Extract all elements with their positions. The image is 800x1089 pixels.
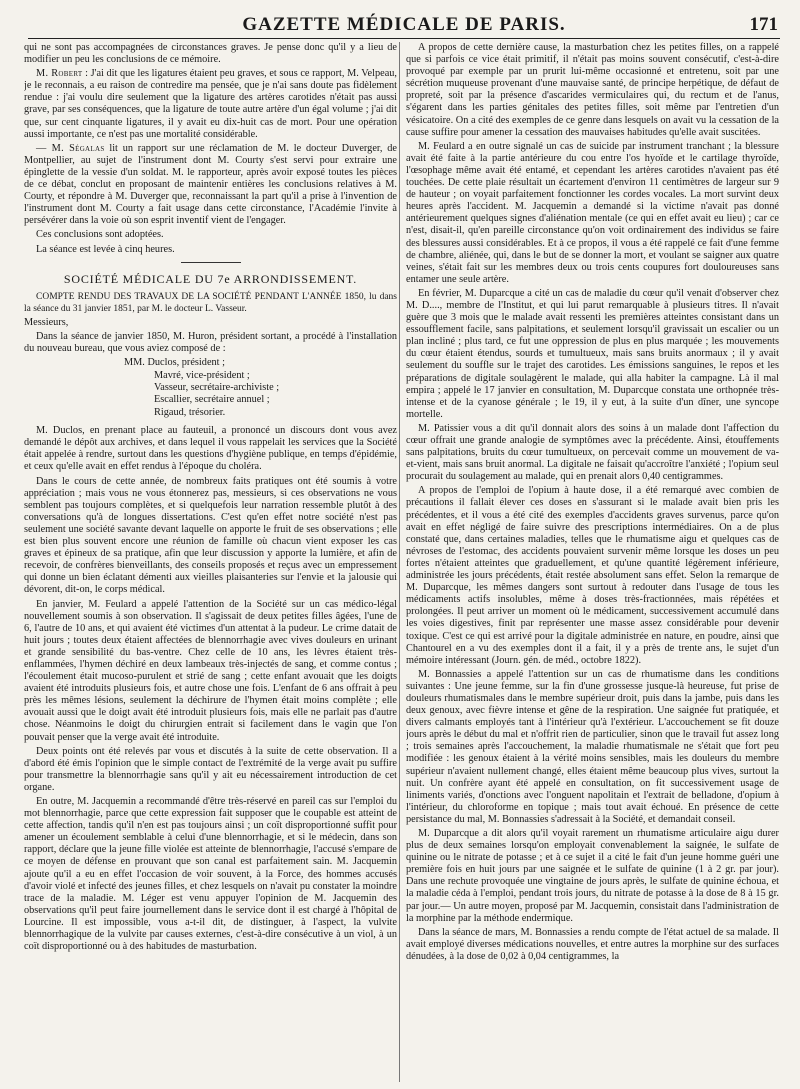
paragraph: qui ne sont pas accompagnées de circonstances graves. Je pense donc qu'il y a lieu de modifier un peu les conclusions de ce mémoire. (24, 42, 397, 66)
column-divider (399, 42, 400, 1082)
paragraph: La séance est levée à cinq heures. (36, 243, 175, 255)
officer-entry: Vasseur, secrétaire-archiviste ; (154, 381, 280, 393)
officers-list (124, 357, 397, 419)
paragraph: A propos de l'emploi de l'opium à haute dose, il a été remarqué avec combien de précautions il fallait élever ces doses en s'assurant si le malade avait bien pris les précédentes, et il vous a été cité des exemples d'accidents graves survenus, parce qu'on avait en effet négligé de faire suivre des prescriptions intermédiaires. On a de plus constaté que, dans certaines maladies, telles que le rhumatisme aigu et quelques cas de névroses de l'estomac, des accidents pouvaient survenir même lorsque les doses un peu fortes n'étaient atteintes que graduellement, et qu'une quantité légèrement inférieure, administrée les jours précédents, était restée absolument sans effet. Selon la remarque de M. Duparcque, les mêmes dangers sont surtout à redouter dans l'usage de tous les médicaments actifs insolubles, même à doses très-fractionnées, mais répétées et prolongées. Il peut arriver un moment où le médicament, successivement accumulé dans les voies digestives, finit par représenter une masse assez considérable pour devenir toxique. C'est ce qui est arrivé pour la digitale administrée en nature, en poudre, ainsi que Chantourel en a vu des exemples dont il a fait, il y a près de trente ans, le sujet d'un mémoire intéressant (Journ. gén. de méd., octobre 1822). (406, 485, 779, 666)
left-column (24, 42, 397, 1082)
speaker-name: — M. Ségalas (36, 142, 105, 154)
paragraph: M. Patissier vous a dit qu'il donnait alors des soins à un malade dont l'affection du cœur offrait une grande analogie de symptômes avec la précédente. Ainsi, étouffements sans palpitations, bruits du cœur tumultueux, on percevait comme un mouvement de va-et-vient, mais sans bruit anormal. La digitale ne faisait qu'accroître l'anxiété ; l'opium seul procurait du soulagement au malade, qui en prenait alors 0,40 centigrammes. (406, 422, 779, 483)
officer-entry: Mavré, vice-président ; (154, 369, 250, 381)
journal-title: GAZETTE MÉDICALE DE PARIS. (242, 14, 566, 35)
paragraph: Deux points ont été relevés par vous et discutés à la suite de cette observation. Il a d'abord été émis l'opinion que le simple contact de l'extrémité de la verge avait pu suffire pour transmettre la blennorrhagie sans qu'il y ait eu nécessairement introduction de cet organe. (24, 745, 397, 793)
paragraph (24, 143, 397, 228)
paragraph-text: : J'ai dit que les ligatures étaient peu graves, et sous ce rapport, M. Velpeau, je le reconnais, a eu raison de contredire ma pensée, que je n'ai sans doute pas fidèlement rendue : j'ai voulu dire seulement que la ligature des artères carotides n'était pas aussi grave, par ses conséquences, que la ligature de toute autre artère d'un égal volume ; j'ai dit que, sur cent cinquante ligatures, il y avait eu dix-huit cas de mort. Pour une opération aussi importante, ce n'est pas une mortalité considérable. (24, 68, 397, 140)
paragraph: A propos de cette dernière cause, la masturbation chez les petites filles, on a rappelé que si parfois ce vice était primitif, il n'était pas moins souvent consécutif, c'est-à-dire provoqué par exemple par un prurit lui-même occasionné et entretenu, soit par une sécrétion muqueuse provenant d'une mauvaise santé, de principe herpétique, de défaut de propreté, soit par la présence d'ascarides vermiculaires qui, du rectum et de l'anus, s'égarent dans les parties génitales des petites filles, soit même par l'entretien d'un vésicatoire. On a cité des exemples de ce genre dans lesquels on avait vu la cessation de la cause suffire pour amener la cessation des mauvaises habitudes qu'elle avait suscitées. (406, 42, 779, 138)
officer-entry: MM. Duclos, président ; (124, 357, 225, 369)
paragraph: Dans le cours de cette année, de nombreux faits pratiques ont été soumis à votre appréciation ; mais vous ne vous étonnerez pas, messieurs, si ces observations ne vous semblent pas toujours complètes, et si quelquefois leur narration ressemble plutôt à des conversations qu'à de longues dissertations. C'est qu'en effet notre société n'est pas seulement une société savante devant laquelle on apporte le fruit de ses observations ; elle est bien plus souvent encore une réunion de famille où chacun vient exposer les cas graves et épineux de sa pratique, afin que leur discussion y apporte la lumière, et afin de recevoir, de confrères bienveillants, des conseils proposés et reçus avec un empressement qui donne un bien éclatant démenti aux vieilles plaisanteries sur l'envie et la jalousie qui dévorent, dit-on, le corps médical. (24, 475, 397, 596)
paragraph: M. Bonnassies a appelé l'attention sur un cas de rhumatisme dans les conditions suivantes : Une jeune femme, sur la fin d'une grossesse jusque-là heureuse, fut prise de douleurs rhumatismales dans le membre supérieur droit, puis dans la jambe, puis dans les deux genoux, avec fièvre intense et gêne de la respiration. Une saignée fut pratiquée, et divers calmants employés tant à l'intérieur qu'à l'extérieur. L'accouchement se fit douze jours après le début du mal et n'offrit rien de particulier, sinon que le travail fut assez long ; trois semaines après l'accouchement, la maladie rhumatismale ne s'était que fort peu modifiée : les genoux étaient à la vérité moins sensibles, mais les douleurs du membre supérieur n'avaient nullement changé, elles étaient même beaucoup plus vives, surtout la nuit. Un confrère ayant été appelé en consultation, on fit successivement usage de liniments variés, d'onctions avec l'onguent napolitain et l'extrait de belladone, d'opium à l'intérieur, du chloroforme en topique ; mais tout avait échoué. En présence de cette persistance du mal, M. Bonnassies s'adressait à la Société, et demandait conseil. (406, 668, 779, 825)
paragraph: Dans la séance de janvier 1850, M. Huron, président sortant, a procédé à l'installation du nouveau bureau, que vous aviez composé de : (24, 330, 397, 355)
report-heading: COMPTE RENDU DES TRAVAUX DE LA SOCIÉTÉ PENDANT L'ANNÉE 1850, lu dans la séance du 31 janvier 1851, par M. le docteur L. Vasseur. (24, 291, 397, 314)
paragraph: Ces conclusions sont adoptées. (36, 229, 164, 241)
officer-entry: Rigaud, trésorier. (154, 406, 226, 418)
paragraph: En janvier, M. Feulard a appelé l'attention de la Société sur un cas médico-légal nouvellement soumis à son observation. Il s'agissait de deux petites filles âgées, l'une de 6, l'autre de 10 ans, et qui avaient été victimes d'un attentat à la pudeur. Le crime datait de huit jours ; toutes deux étaient affectées de blennorrhagie avec vives douleurs en urinant et grande sensibilité du bas-ventre. Chez celle de 10 ans, les lèvres étaient très-enflammées, l'hymen déchiré en deux lambeaux très-injectés de sang, et comme contus ; l'écoulement était mucoso-purulent et strié de sang ; cette enfant avouait que les doigts avaient été introduits plusieurs fois, et autre chose une fois. L'enfant de 6 ans offrait à peu près les mêmes lésions, seulement la déchirure de l'hymen était moins complète ; elle avouait aussi que le doigt avait été introduit plusieurs fois, mais elle ne parlait pas d'autre chose. Néanmoins le doigt du chirurgien entrait si facilement dans le vagin que l'on pouvait penser que la verge avait été introduite. (24, 598, 397, 743)
salutation: Messieurs, (24, 316, 69, 328)
paragraph: Dans la séance de mars, M. Bonnassies a rendu compte de l'état actuel de sa malade. Il avait employé diverses médications nouvelles, et entre autres la morphine sur des surfaces dénudées, à la dose de 0,02 à 0,04 centigrammes, la (406, 926, 779, 962)
paragraph: En outre, M. Jacquemin a recommandé d'être très-réservé en pareil cas sur l'emploi du mot blennorrhagie, parce que cette expression fait supposer que le coupable est atteint de cette affection, tandis qu'il n'en est pas toujours ainsi ; un coït disproportionné suffit pour amener un écoulement semblable à celui d'une blennorrhagie, et si le médecin, dans son rapport, déclare que la jeune fille violée est atteinte de blennorrhagie, l'accusé s'empare de ce moyen de défense en prouvant que son canal est parfaitement sain. M. Jacquemin ajoute qu'il a eu en effet l'occasion de voir souvent, à la Force, des hommes accusés d'avoir violé et infecté des jeunes filles, et chez lesquels on n'avait pu constater la moindre trace de la maladie. M. Léger est venu appuyer l'opinion de M. Jacquemin des observations qu'il peut faire journellement dans le service dont il est chargé à l'hôpital de Lourcine. Il est impossible, vous a-t-il dit, de distinguer, à l'aspect, la vulvite blennorrhagique de la vulvite par causes externes, c'est-à-dire consécutive à un viol, à un coït disproportionné ou à des habitudes de masturbation. (24, 796, 397, 953)
paragraph-text: lit un rapport sur une réclamation de M. le docteur Duverger, de Montpellier, au sujet de l'instrument dont M. Courty s'est servi pour extraire une épinglette de la vessie d'un soldat. M. le rapporteur, après avoir exposé toutes les pièces de ce débat, conclut en proposant de maintenir entières les conclusions relatives à M. Courty, et répondre à M. Duverger que, reconnaissant la part qu'il a prise à l'invention de l'instrument dont M. Courty a fait usage dans cette circonstance, l'Académie l'invite à persévérer dans la voie où son esprit inventif vient de l'engager. (24, 142, 397, 227)
right-column (406, 42, 779, 1082)
speaker-name: M. Robert (36, 68, 83, 80)
paragraph: M. Feulard a en outre signalé un cas de suicide par instrument tranchant ; la blessure avait été faite à la partie antérieure du cou entre l'os hyoïde et le cartilage thyroïde, l'œsophage même avait été entamé, et cependant les artères carotides n'avaient pas été touchées. De cette plaie résultait un écartement d'environ 11 centimètres de largeur sur 9 de hauteur ; on voyait parfaitement fonctionner les cordes vocales. La mort survint deux heures après l'accident. M. Jacquemin a demandé si la victime n'avait pas donné antérieurement quelques signes d'aliénation mentale (ce qui en effet avait eu lieu) ; car ce n'est, disait-il, qu'en pareille circonstance qu'on voit ordinairement des individus se faire des blessures aussi considérables. Et à ce propos, il vous a été rappelé ce fait d'une femme de chambre, aliénée, qui, dans le but de se donner la mort, et voulant se saigner aux quatre veines, s'était fait sur les membres deux ou trois cents coupures fort douloureuses sans entamer une seule artère. (406, 140, 779, 285)
paragraph: En février, M. Duparcque a cité un cas de maladie du cœur qu'il venait d'observer chez M. D...., membre de l'Institut, et qui lui parut remarquable à plusieurs titres. Il n'avait guère que 3 mois que le malade avait ressenti les premières atteintes consistant dans un essoufflement facile, sans palpitations, et seulement lorsqu'il gravissait un escalier ou un plan incliné ; plus tard, ce fut une oppression de plus en plus marquée ; les mouvements du cœur étaient étendus, sourds et tumultueux, mais sans bruits anormaux ; il y avait seulement du souffle sur le trajet des carotides. Les émissions sanguines, le repos et les préparations de digitale soulagèrent le malade, qui alla habiter la campagne. Là il mal empira ; appelé le 17 janvier en consultation, M. Duparcque constata une orthopnée très-intense et de la cyanose générale ; le 19, il y eut, à la suite d'un dîner, une syncope mortelle. (406, 287, 779, 420)
section-separator (181, 262, 241, 263)
page-number: 171 (749, 14, 778, 35)
paragraph: M. Duclos, en prenant place au fauteuil, a prononcé un discours dont vous avez demandé le dépôt aux archives, et dans lequel il vous rappelait les services que la Société était appelée à rendre, surtout dans les questions d'hygiène publique, en temps d'épidémie, et ceux qu'elle avait en effet rendus à l'époque du choléra. (24, 425, 397, 473)
section-title: SOCIÉTÉ MÉDICALE DU 7e ARRONDISSEMENT. (63, 271, 358, 286)
officer-entry: Escallier, secrétaire annuel ; (154, 394, 270, 406)
paragraph: M. Duparcque a dit alors qu'il voyait rarement un rhumatisme articulaire aigu durer plus de deux semaines lorsqu'on employait convenablement la saignée, le sulfate de quinine ou le nitrate de potasse ; et à ce sujet il a cité le fait d'un jeune homme guéri une première fois en huit jours par une saignée et le sulfate de quinine (1 à 2 gr. par jour). Dans une rechute provoquée une vingtaine de jours après, le sulfate de quinine échoua, et la maladie céda à l'emploi, pendant trois jours, du nitrate de potasse à la dose de 8 à 15 gr. par jour.— Un autre moyen, proposé par M. Jacquemin, consistait dans l'administration de la morphine par la méthode endermique. (406, 828, 779, 924)
paragraph (24, 68, 397, 141)
page-header (28, 12, 780, 39)
